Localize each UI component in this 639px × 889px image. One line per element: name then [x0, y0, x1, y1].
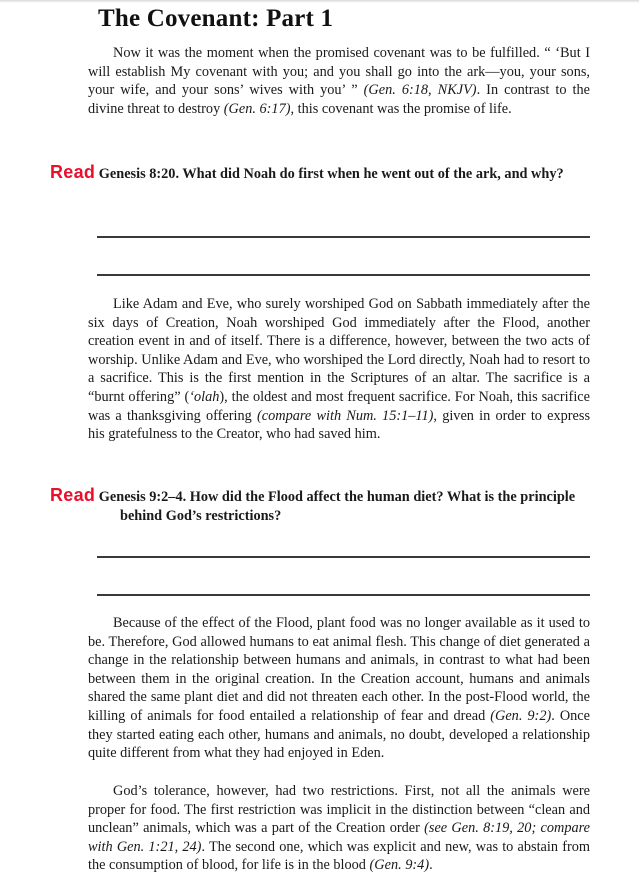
- paragraph-text: , this covenant was the promise of life.: [290, 100, 512, 117]
- answer-line-1[interactable]: [97, 236, 590, 238]
- paragraph-2: [88, 295, 590, 444]
- paragraph-text: . In contrast to the divine threat to destroy: [88, 82, 591, 117]
- paragraph-text: , given in order to express his gratefulness to the Creator, who had saved him.: [88, 407, 591, 443]
- question-text: Genesis 9:2–4. How did the Flood affect the human diet? What is the principle behind God’s restrictions?: [98, 489, 576, 524]
- question-text: Genesis 8:20. What did Noah do first when he went out of the ark, and why?: [98, 166, 564, 182]
- hebrew-term: ‘olah: [189, 388, 220, 405]
- read-keyword: Read: [50, 162, 96, 182]
- scripture-reference: (Gen. 6:18, NKJV): [363, 82, 477, 99]
- read-keyword: Read: [50, 485, 96, 505]
- scripture-reference: (Gen. 6:17): [223, 100, 291, 117]
- scripture-reference: (Gen. 9:4): [369, 857, 430, 874]
- read-question-1: [50, 163, 590, 184]
- paragraph-4: [88, 782, 590, 875]
- paragraph-text: God’s tolerance, however, had two restrictions. First, not all the animals were proper for food. The first restriction was implicit in the distinction between “clean and unclean” animals, which was a part of the Creation order: [88, 783, 590, 837]
- paragraph-text: Like Adam and Eve, who surely worshiped God on Sabbath immediately after the six days of Creation, Noah worshiped God immediately after the Flood, another creation event in and of itself. There is a difference, however, between the two acts of worship. Unlike Adam and Eve, who worshiped the Lord directly, Noah had to resort to a sacrifice. This is the first mention in the Scriptures of an altar. The sacrifice is a “burnt offering” (: [88, 296, 590, 405]
- scripture-reference: (compare with Num. 15:1–11): [257, 407, 434, 424]
- paragraph-3: [88, 614, 590, 763]
- paragraph-text: Because of the effect of the Flood, plant food was no longer available as it used to be. Therefore, God allowed humans to eat animal flesh. This change of diet generated a change in the relationship between humans and animals, in contrast to what had been between them in the original creation. In the Creation account, humans and animals shared the same plant diet and did not threaten each other. In the post-Flood world, the killing of animals for food entailed a relationship of fear and dread: [88, 615, 590, 724]
- paragraph-text: .: [429, 857, 433, 874]
- paragraph-1: [88, 44, 590, 118]
- answer-line-2[interactable]: [97, 274, 590, 276]
- paragraph-text: . The second one, which was explicit and new, was to abstain from the consumption of blood, for life is in the blood: [88, 838, 590, 874]
- paragraph-text: Now it was the moment when the promised covenant was to be fulfilled. “ ‘But I will establish My covenant with you; and you shall go into the ark—you, your sons, your wife, and your sons’ wives with you’ ”: [88, 45, 590, 99]
- viewer-top-shadow: [0, 0, 639, 3]
- paragraph-text: . Once they started eating each other, humans and animals, no doubt, developed a relationship quite different from what they had enjoyed in Eden.: [88, 707, 590, 762]
- scripture-reference: (Gen. 9:2): [490, 707, 552, 724]
- read-question-2: [50, 486, 590, 525]
- page-title: The Covenant: Part 1: [98, 5, 334, 32]
- paragraph-text: ), the oldest and most frequent sacrifice. For Noah, this sacrifice was a thanksgiving offering: [88, 388, 590, 424]
- answer-line-3[interactable]: [97, 556, 590, 558]
- answer-line-4[interactable]: [97, 594, 590, 596]
- scripture-reference: (see Gen. 8:19, 20; compare with Gen. 1:21, 24): [88, 820, 590, 855]
